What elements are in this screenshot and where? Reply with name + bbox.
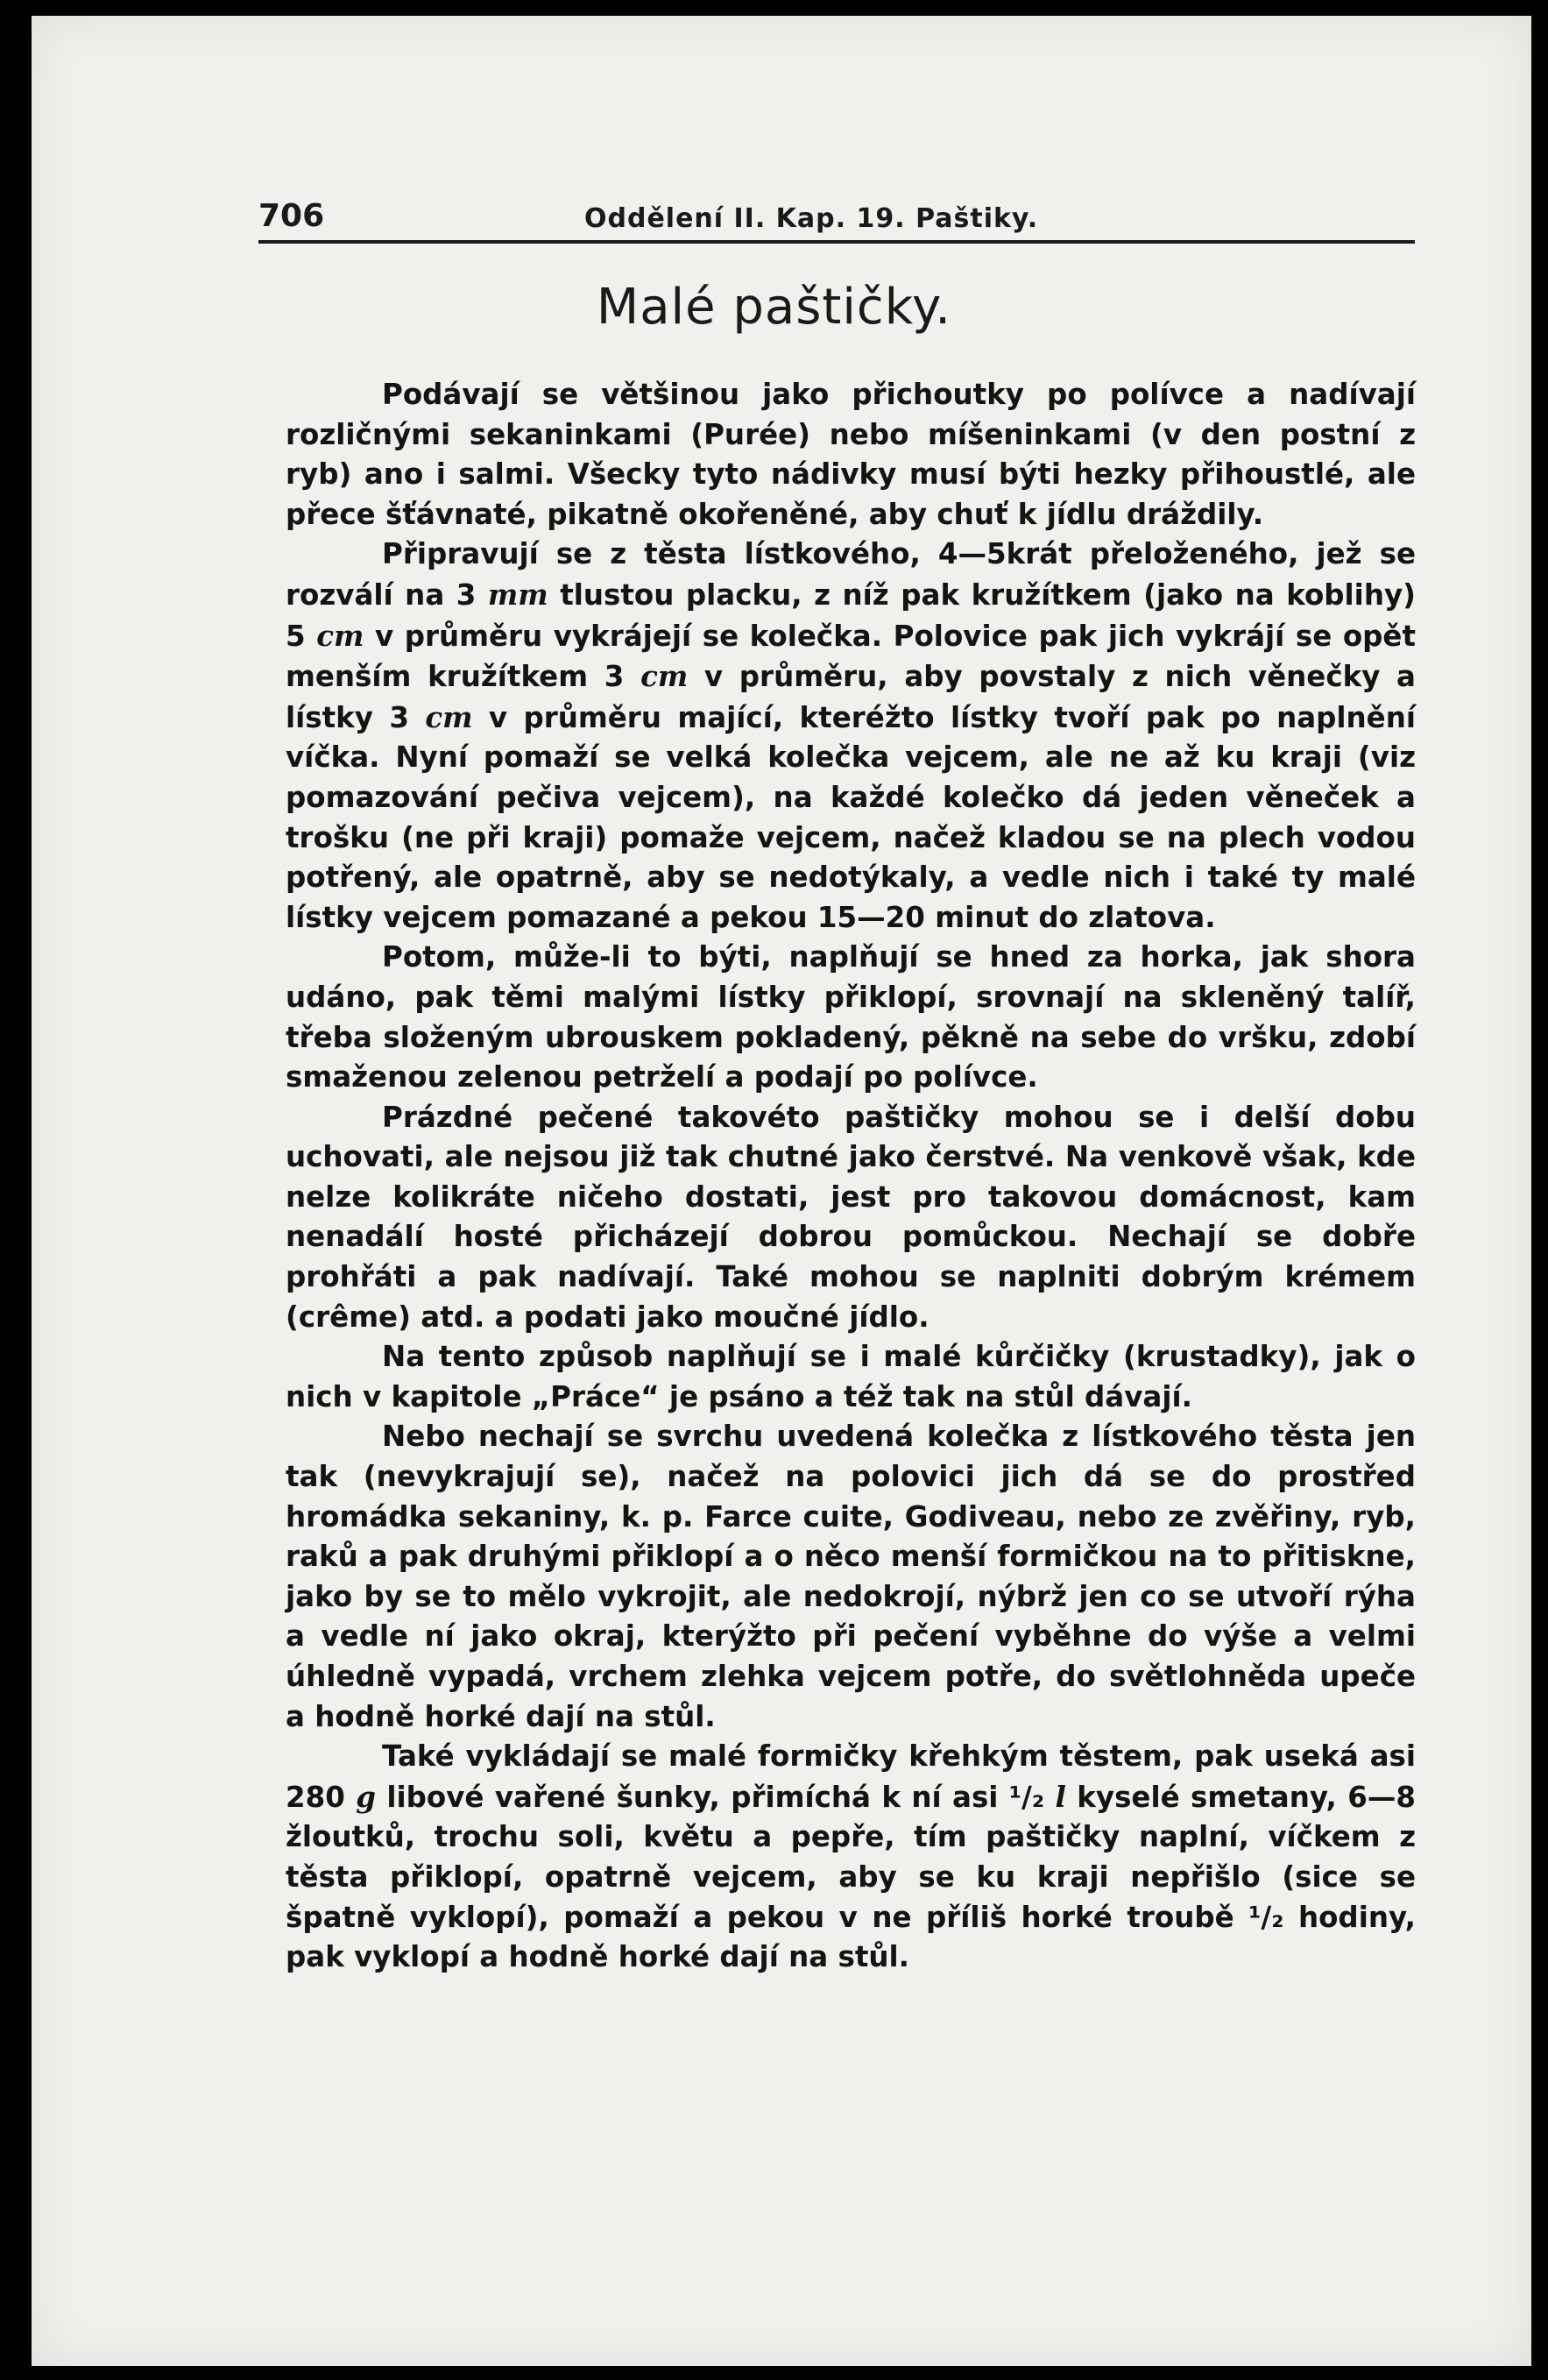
paragraph-7 bbox=[286, 1737, 1416, 1978]
paragraph-3: Potom, může-li to býti, naplňují se hned za horka, jak shora udáno, pak těmi malými lístky přiklopí, srovnají na skleněný talíř, třeba složeným ubrouskem pokladený, pěkně na sebe do vršku, zdobí smaženou zelenou petrželí a podají po polívce. bbox=[286, 940, 1416, 1094]
unit-mm: mm bbox=[487, 577, 548, 612]
paragraph-7-text-1: Také vykládají se malé formičky křehkým těstem, pak useká asi 280 bbox=[286, 1739, 1416, 1814]
running-head: Oddělení II. Kap. 19. Paštiky. bbox=[584, 203, 1039, 234]
paragraph-2-text-2: tlustou placku, z níž pak kružítkem (jako na koblihy) 5 bbox=[286, 577, 1416, 653]
paragraph-1: Podávají se většinou jako přichoutky po polívce a nadívají rozličnými sekaninkami (Purée) nebo míšeninkami (v den postní z ryb) ano i salmi. Všecky tyto nádivky musí býti hezky přihoustlé, ale přece šťávnaté, pikatně okořeněné, aby chuť k jídlu dráždily. bbox=[286, 378, 1416, 531]
unit-g: g bbox=[356, 1779, 376, 1814]
paragraph-2-text-5: v průměru mající, kteréžto lístky tvoří pak po naplnění víčka. Nyní pomaží se velká kolečka vejcem, ale ne až ku kraji (viz pomazování pečiva vejcem), na každé kolečko dá jeden věneček a trošku (ne při kraji) pomaže vejcem, načež kladou se na plech vodou potřený, ale opatrně, aby se nedotýkaly, a vedle nich i také ty malé lístky vejcem pomazané a pekou 15—20 minut do zlatova. bbox=[286, 700, 1417, 934]
paragraph-2 bbox=[286, 535, 1416, 938]
page-header bbox=[258, 195, 1415, 244]
paragraph-2-text-3: v průměru vykrájejí se kolečka. Polovice pak jich vykrájí se opět menším kružítkem 3 bbox=[286, 619, 1416, 694]
unit-cm: cm bbox=[640, 659, 689, 694]
unit-cm: cm bbox=[316, 618, 364, 653]
unit-l: l bbox=[1055, 1779, 1066, 1814]
page-number: 706 bbox=[258, 198, 325, 234]
paragraph-2-text-1: Připravují se z těsta lístkového, 4—5krát přeloženého, jež se rozválí na 3 bbox=[286, 537, 1416, 612]
section-title: Malé paštičky. bbox=[596, 279, 952, 336]
paragraph-6: Nebo nechají se svrchu uvedená kolečka z lístkového těsta jen tak (nevykrajují se), načež na polovici jich dá se do prostřed hromádka sekaniny, k. p. Farce cuite, Godiveau, nebo ze zvěřiny, ryb, raků a pak druhými přiklopí a o něco menší formičkou na to přitiskne, jako by se to mělo vykrojit, ale nedokrojí, nýbrž jen co se utvoří rýha a vedle ní jako okraj, kterýžto při pečení vyběhne do výše a velmi úhledně vypadá, vrchem zlehka vejcem potře, do světlohněda upeče a hodně horké dají na stůl. bbox=[286, 1420, 1416, 1733]
paragraph-2-text-4: v průměru, aby povstaly z nich věnečky a lístky 3 bbox=[286, 660, 1416, 734]
paragraph-5: Na tento způsob naplňují se i malé kůrčičky (krustadky), jak o nich v kapitole „Práce“ je psáno a též tak na stůl dávají. bbox=[286, 1340, 1416, 1413]
unit-cm: cm bbox=[425, 699, 473, 734]
paragraph-7-text-3: kyselé smetany, 6—8 žloutků, trochu soli, květu a pepře, tím paštičky naplní, víčkem z těsta přiklopí, opatrně vejcem, aby se ku kraji nepřišlo (sice se špatně vyklopí), pomaží a pekou v ne příliš horké troubě ¹/₂ hodiny, pak vyklopí a hodně horké dají na stůl. bbox=[286, 1780, 1416, 1974]
body-text bbox=[286, 375, 1416, 1978]
paragraph-7-text-2: libové vařené šunky, přimíchá k ní asi ¹/₂ bbox=[375, 1780, 1056, 1814]
paragraph-4: Prázdné pečené takovéto paštičky mohou se i delší dobu uchovati, ale nejsou již tak chutné jako čerstvé. Na venkově však, kde nelze kolikráte ničeho dostati, jest pro takovou domácnost, kam nenadálí hosté přicházejí dobrou pomůckou. Nechají se dobře prohřáti a pak nadívají. Také mohou se naplniti dobrým krémem (crême) atd. a podati jako moučné jídlo. bbox=[286, 1100, 1416, 1334]
